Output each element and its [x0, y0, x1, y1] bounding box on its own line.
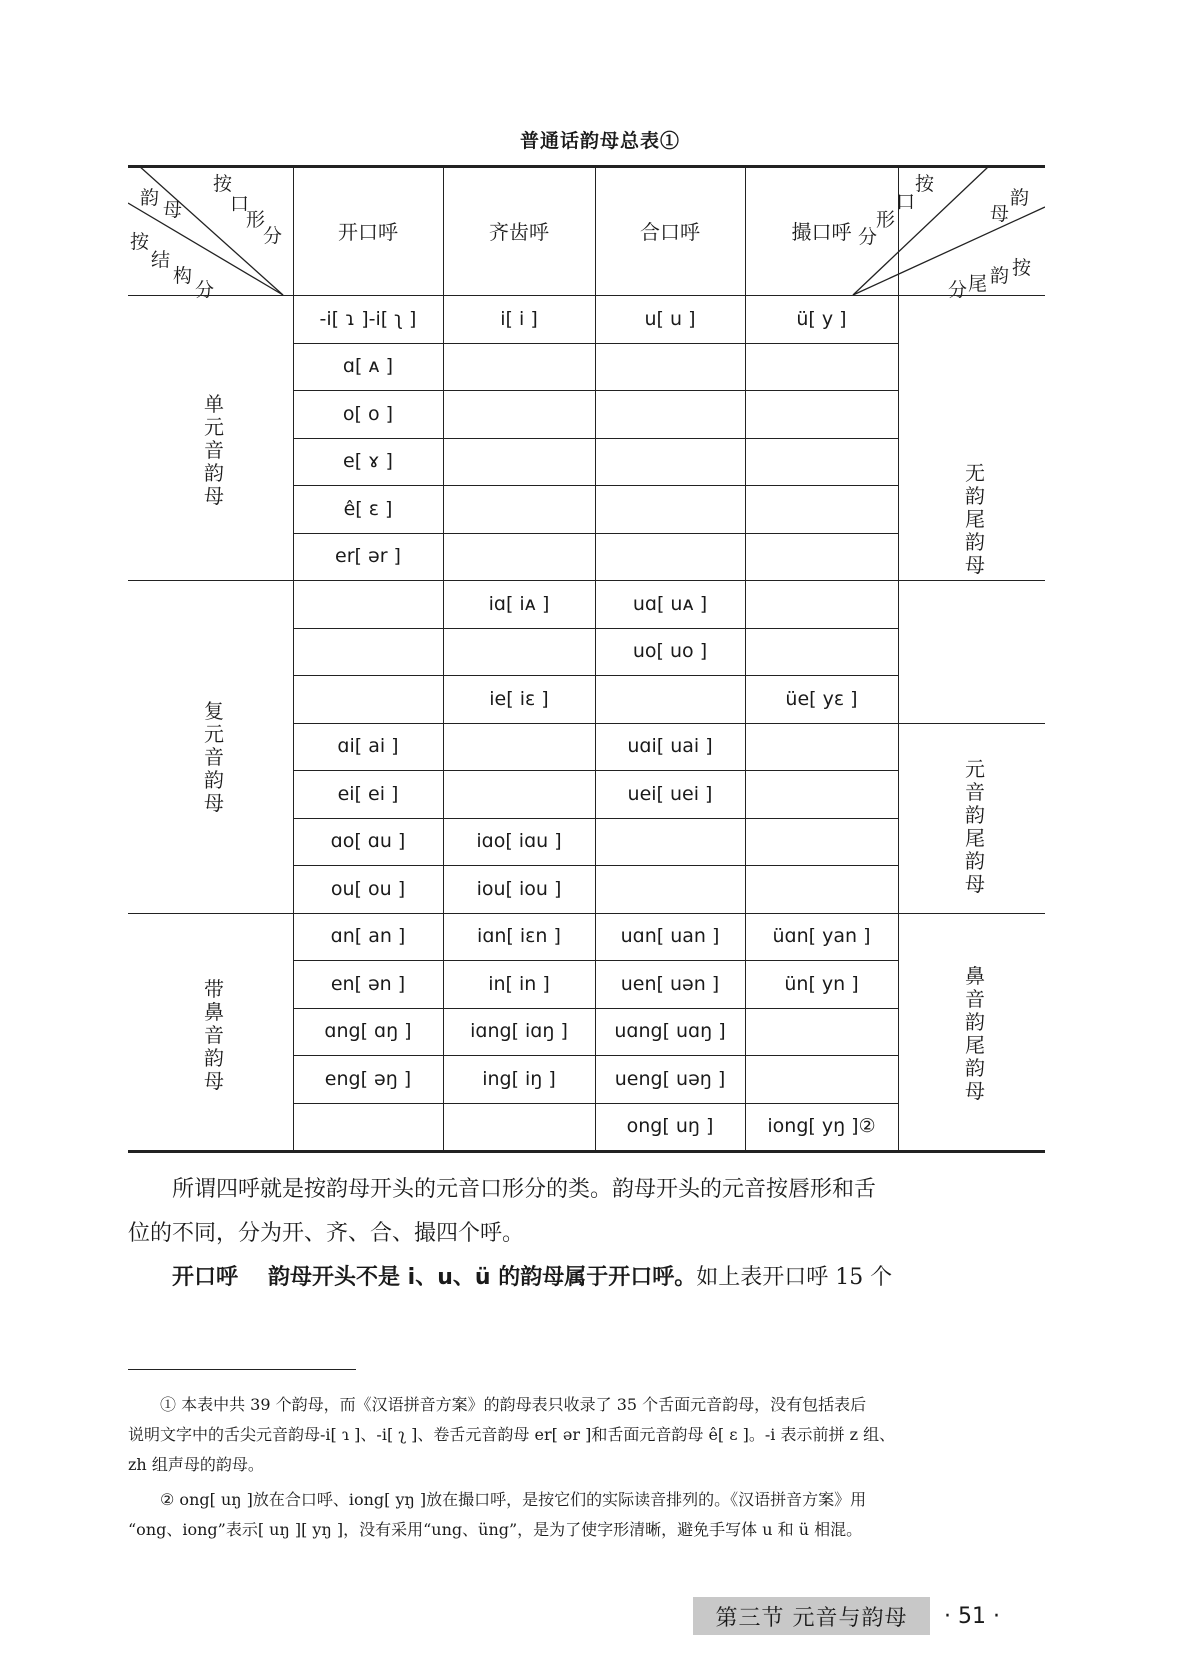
definition-bold: 韵母开头不是 i、u、ü 的韵母属于开口呼。 [268, 1265, 697, 1290]
table-cell [745, 865, 898, 913]
table-cell [443, 485, 595, 533]
table-cell [443, 390, 595, 438]
table-cell: in[ in ] [488, 972, 550, 995]
table-cell [745, 438, 898, 486]
table-cell [745, 390, 898, 438]
body-paragraph-1-cont [128, 1212, 1045, 1256]
corner-right-bot-0: 分 [948, 279, 968, 301]
table-cell: iɑo[ iɑu ] [476, 830, 562, 853]
table-cell [293, 1103, 443, 1151]
table-cell [745, 628, 898, 676]
footnote-1-line1: ① 本表中共 39 个韵母，而《汉语拼音方案》的韵母表只收录了 35 个舌面元音韵母，没有包括表后 [160, 1395, 867, 1414]
table-cell: uɑn[ uan ] [620, 925, 720, 948]
corner-right-bot-1: 尾 [968, 273, 988, 295]
table-cell: e[ ɤ ] [343, 450, 393, 473]
corner-right-bot-2: 韵 [990, 265, 1010, 287]
table-cell: iong[ yŋ ]② [767, 1115, 876, 1138]
table-cell [443, 1103, 595, 1151]
corner-right-top-1: 形 [876, 209, 896, 231]
table-cell [595, 485, 745, 533]
page-number: · 51 · [944, 1603, 1000, 1629]
table-bottom-rule [128, 1150, 1045, 1153]
corner-right-top-0: 分 [858, 226, 878, 248]
table-cell: -i[ ɿ ]-i[ ʅ ] [319, 307, 417, 330]
table-cell [443, 723, 595, 771]
corner-left-bot-3: 分 [195, 279, 215, 301]
section-title-badge: 第三节 元音与韵母 [693, 1597, 930, 1635]
table-cell: ün[ yn ] [784, 972, 859, 995]
footnote-2-line1: ② ong[ uŋ ]放在合口呼、iong[ yŋ ]放在撮口呼，是按它们的实际读音排列的。《汉语拼音方案》用 [160, 1490, 867, 1509]
column-divider [898, 165, 899, 1150]
group-label-nasal-ending: 鼻 音 韵 尾 韵 母 [965, 964, 985, 1103]
table-cell: ɑo[ ɑu ] [330, 830, 406, 853]
body-paragraph-1-line1: 所谓四呼就是按韵母开头的元音口形分的类。韵母开头的元音按唇形和舌 [172, 1177, 877, 1202]
table-cell: o[ o ] [342, 402, 394, 425]
corner-left-mid-0: 韵 [140, 187, 160, 209]
table-cell: iɑ[ iᴀ ] [488, 592, 550, 615]
corner-left-bot-1: 结 [151, 249, 171, 271]
table-cell: ê[ ɛ ] [343, 497, 393, 520]
table-cell [595, 438, 745, 486]
corner-left-tr-0: 按 [213, 173, 233, 195]
table-cell: ie[ iɛ ] [489, 687, 549, 710]
finals-table [128, 165, 1045, 1150]
term-kaikouhu: 开口呼 [172, 1265, 239, 1290]
table-cell [745, 770, 898, 818]
group-label-no-ending: 无 韵 尾 韵 母 [965, 461, 985, 577]
table-cell [745, 485, 898, 533]
table-cell: ɑi[ ai ] [337, 735, 399, 758]
table-cell: i[ i ] [500, 307, 538, 330]
table-cell: ei[ ei ] [337, 782, 399, 805]
ending-divider [898, 723, 1045, 724]
table-cell: u[ u ] [644, 307, 696, 330]
table-cell: ong[ uŋ ] [626, 1115, 714, 1138]
table-cell [293, 580, 443, 628]
table-cell [443, 438, 595, 486]
table-cell: uen[ uən ] [620, 972, 720, 995]
table-cell: en[ ən ] [330, 972, 406, 995]
table-cell: üɑn[ yan ] [772, 925, 871, 948]
column-header-qichi: 齐齿呼 [489, 219, 549, 244]
body-paragraph-2 [128, 1256, 1045, 1300]
table-cell: ɑ[ ᴀ ] [342, 355, 394, 378]
corner-right-mid-0: 母 [990, 203, 1010, 225]
table-cell [595, 818, 745, 866]
column-header-cuokou: 撮口呼 [791, 219, 852, 244]
table-cell: uei[ uei ] [627, 782, 713, 805]
table-cell [595, 343, 745, 391]
table-cell [745, 1008, 898, 1056]
footnote-rule [128, 1369, 356, 1370]
group-label-vowel-ending: 元 音 韵 尾 韵 母 [965, 757, 985, 896]
table-cell [293, 628, 443, 676]
column-header-kaikou: 开口呼 [338, 219, 398, 244]
corner-right-top-2: 口 [896, 191, 916, 213]
table-cell [595, 865, 745, 913]
table-cell [443, 533, 595, 581]
body-paragraph-1 [128, 1168, 1045, 1212]
table-cell: uɑng[ uɑŋ ] [614, 1020, 726, 1043]
table-cell [595, 533, 745, 581]
table-cell: uɑ[ uᴀ ] [632, 592, 708, 615]
table-cell [293, 675, 443, 723]
group-label-compound-vowel: 复 元 音 韵 母 [204, 699, 224, 815]
footnote-2 [128, 1485, 1045, 1545]
table-top-rule [128, 165, 1045, 168]
corner-left-tr-2: 形 [246, 209, 266, 231]
table-cell [745, 343, 898, 391]
footnote-1-line2: 说明文字中的舌尖元音韵母-i[ ɿ ]、-i[ ʅ ]、卷舌元音韵母 er[ ər ]和舌面元音韵母 ê[ ɛ ]。-i 表示前拼 z 组、 [128, 1425, 896, 1444]
table-cell: iɑn[ iɛn ] [477, 925, 561, 948]
table-cell [745, 723, 898, 771]
corner-left-bot-2: 构 [173, 265, 193, 287]
corner-right-mid-1: 韵 [1010, 187, 1030, 209]
table-cell [595, 675, 745, 723]
corner-left-mid-1: 母 [163, 199, 183, 221]
table-cell: uɑi[ uai ] [627, 735, 713, 758]
definition-rest: 如上表开口呼 15 个 [696, 1265, 893, 1290]
table-cell: ou[ ou ] [330, 877, 406, 900]
table-cell: uo[ uo ] [632, 640, 708, 663]
table-cell: er[ ər ] [335, 545, 401, 568]
body-paragraph-1-line2: 位的不同，分为开、齐、合、撮四个呼。 [128, 1221, 525, 1246]
corner-left-tr-3: 分 [263, 225, 283, 247]
table-cell [745, 580, 898, 628]
corner-left-tr-1: 口 [230, 193, 250, 215]
footnote-1 [128, 1390, 1045, 1480]
group-label-nasal: 带 鼻 音 韵 母 [204, 977, 224, 1093]
corner-left-bot-0: 按 [130, 231, 150, 253]
table-cell [443, 343, 595, 391]
table-cell: ɑn[ an ] [330, 925, 406, 948]
table-cell [745, 533, 898, 581]
corner-right-bot-3: 按 [1012, 257, 1032, 279]
footnote-2-line2: “ong、iong”表示[ uŋ ][ yŋ ]，没有采用“ung、üng”，是为了使字形清晰，避免手写体 u 和 ü 相混。 [128, 1520, 863, 1539]
table-cell [595, 390, 745, 438]
corner-right-top-3: 按 [915, 173, 935, 195]
table-cell: iɑng[ iɑŋ ] [470, 1020, 568, 1043]
table-cell: üe[ yɛ ] [785, 687, 858, 710]
table-cell [745, 1055, 898, 1103]
table-cell [443, 770, 595, 818]
footnote-1-line3: zh 组声母的韵母。 [128, 1455, 264, 1474]
column-header-hekou: 合口呼 [640, 219, 700, 244]
table-cell: eng[ əŋ ] [324, 1067, 412, 1090]
table-cell: iou[ iou ] [476, 877, 562, 900]
group-label-single-vowel: 单 元 音 韵 母 [204, 392, 224, 508]
table-caption: 普通话韵母总表① [519, 130, 680, 152]
table-cell: ɑng[ ɑŋ ] [324, 1020, 412, 1043]
table-cell [745, 818, 898, 866]
table-cell: ü[ y ] [796, 307, 847, 330]
table-cell: ueng[ uəŋ ] [614, 1067, 726, 1090]
table-cell: ing[ iŋ ] [482, 1067, 556, 1090]
table-cell [443, 628, 595, 676]
